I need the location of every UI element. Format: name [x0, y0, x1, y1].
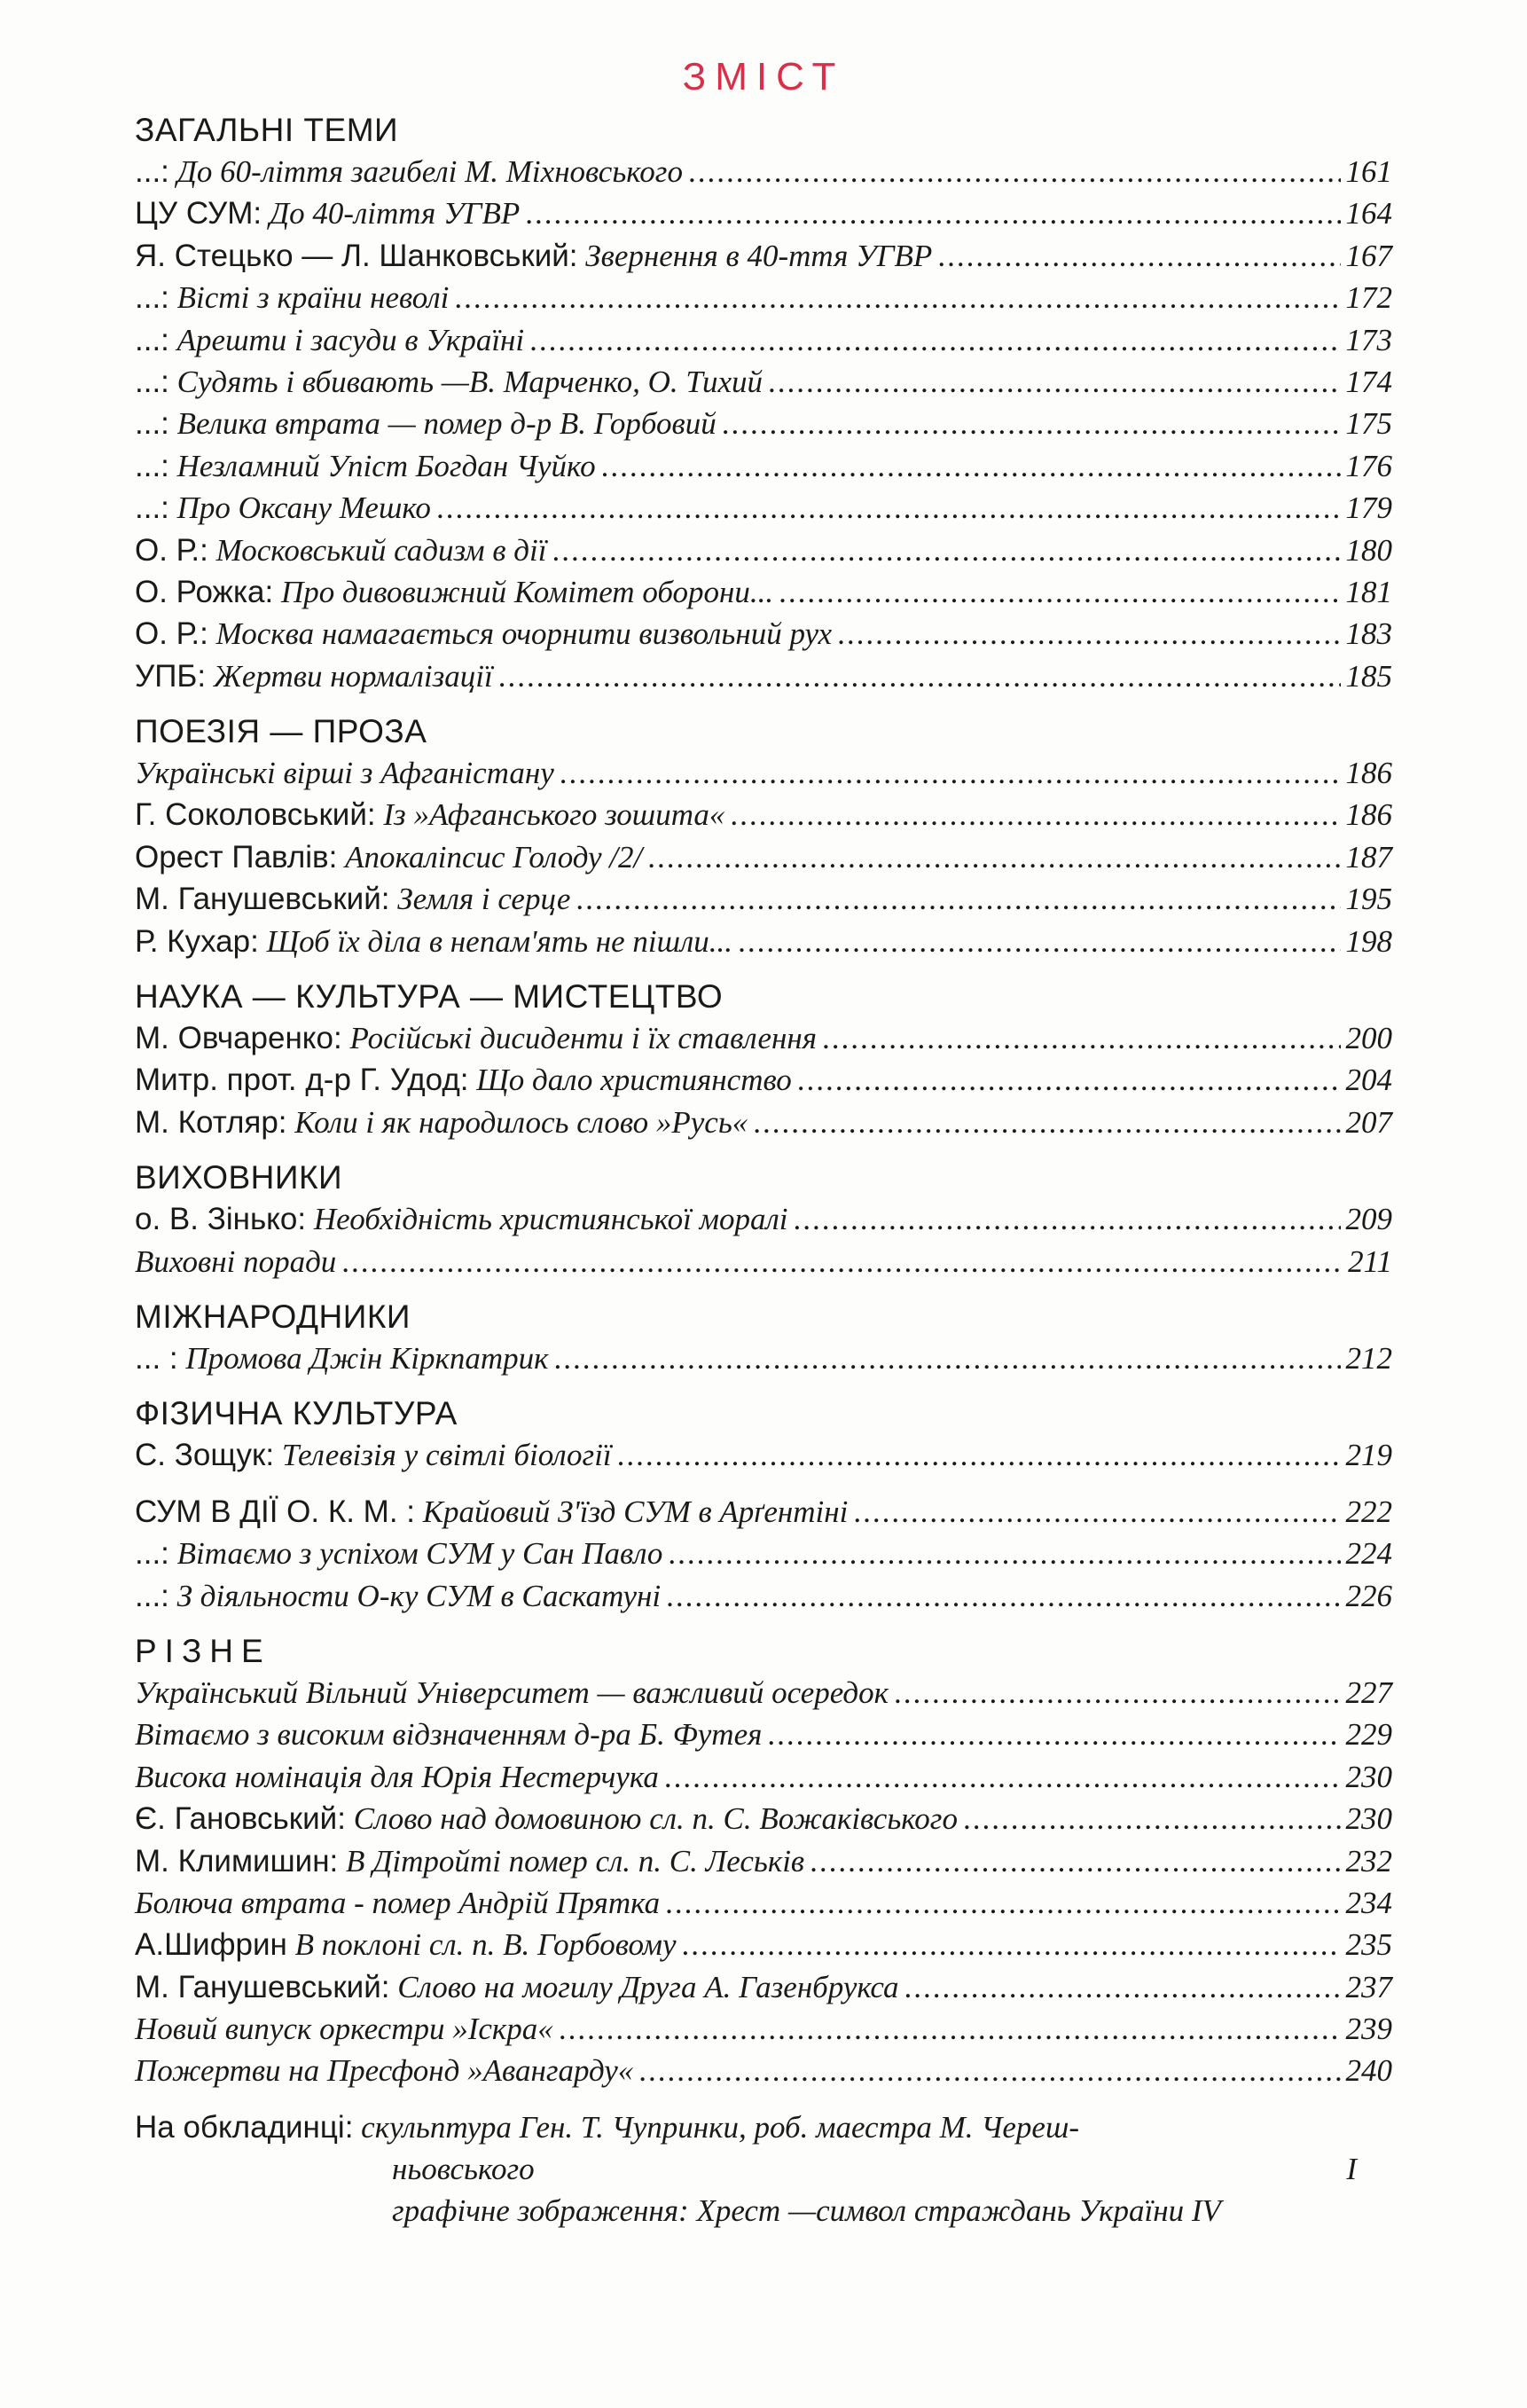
- entry-title: Вітаємо з високим відзначенням д-ра Б. Футея: [135, 1717, 763, 1753]
- entry-author: Г. Соколовський:: [135, 797, 376, 833]
- toc-entry: [135, 752, 1392, 794]
- entry-author: О. Рожка:: [135, 574, 274, 609]
- toc-section: [135, 711, 1392, 962]
- entry-page-number: 230: [1345, 1801, 1392, 1837]
- entry-page-number: 174: [1345, 364, 1392, 399]
- entry-page-number: 195: [1345, 882, 1392, 917]
- dot-leader: [767, 1714, 1340, 1755]
- toc-entry: [135, 445, 1392, 487]
- toc-entry: [135, 1059, 1392, 1101]
- entry-title: Арешти і засуди в Україні: [176, 322, 525, 357]
- dot-leader: [436, 487, 1341, 529]
- entry-author: О. Р.:: [135, 616, 208, 652]
- page-title: ЗМІСТ: [682, 55, 845, 98]
- entry-page-number: 180: [1345, 532, 1392, 568]
- dot-leader: [963, 1798, 1341, 1839]
- toc-entry: [135, 794, 1392, 835]
- toc-entry: [135, 1798, 1392, 1839]
- entry-title: Болюча втрата - помер Андрій Прятка: [135, 1885, 661, 1920]
- toc-entry: [135, 1102, 1392, 1143]
- entry-title: Необхідність християнської моралі: [313, 1202, 788, 1237]
- cover-page-2: IV: [1191, 2192, 1221, 2228]
- dot-leader: [688, 151, 1341, 192]
- dot-leader: [454, 277, 1340, 318]
- dot-leader: [665, 1882, 1340, 1924]
- entry-author: Митр. прот. д-р Г. Удод:: [135, 1063, 469, 1098]
- entry-page-number: 212: [1345, 1340, 1392, 1376]
- cover-note: [135, 2106, 1392, 2232]
- toc-section: [135, 1393, 1392, 1476]
- entry-author: ... :: [135, 1340, 178, 1376]
- section-heading: ФІЗИЧНА КУЛЬТУРА: [135, 1395, 458, 1432]
- entry-title: В Дітройті помер сл. п. С. Леськів: [346, 1843, 805, 1879]
- dot-leader: [753, 1102, 1340, 1143]
- section-heading: НАУКА — КУЛЬТУРА — МИСТЕЦТВО: [135, 978, 724, 1016]
- dot-leader: [722, 403, 1341, 444]
- entry-author: ...:: [135, 364, 169, 399]
- dot-leader: [525, 192, 1340, 234]
- section-heading: ПОЕЗІЯ — ПРОЗА: [135, 713, 427, 750]
- section-heading: МІЖНАРОДНИКИ: [135, 1298, 411, 1335]
- entry-title: Пожертви на Пресфонд »Авангарду«: [135, 2053, 634, 2089]
- toc-entry: [135, 151, 1392, 192]
- toc-entry: [135, 235, 1392, 277]
- entry-page-number: 227: [1345, 1675, 1392, 1710]
- entry-author: М. Овчаренко:: [135, 1021, 342, 1056]
- toc-entry: [135, 1491, 1392, 1533]
- dot-leader: [937, 235, 1340, 277]
- toc-entry: [135, 1840, 1392, 1882]
- entry-title: Слово на могилу Друга А. Газенбрукса: [397, 1969, 899, 2004]
- dot-leader: [529, 319, 1340, 361]
- toc-entry: [135, 1714, 1392, 1755]
- entry-page-number: 230: [1345, 1759, 1392, 1794]
- entry-title: Москва намагається очорнити визвольний рух: [215, 616, 833, 652]
- toc-entry: [135, 2050, 1392, 2091]
- dot-leader: [647, 836, 1340, 878]
- entry-page-number: 198: [1345, 923, 1392, 959]
- entry-author: М. Ганушевський:: [135, 1969, 390, 2004]
- cover-page-1: I: [1346, 2151, 1357, 2186]
- cover-line-2: ньовського: [392, 2151, 535, 2186]
- toc-section: [135, 977, 1392, 1143]
- toc-section: [135, 1631, 1392, 2092]
- entry-title: Російські дисиденти і їх ставлення: [349, 1021, 818, 1056]
- entry-title: Звернення в 40-ття УГВР: [585, 238, 933, 273]
- entry-title: До 40-ліття УГВР: [269, 196, 521, 231]
- entry-author: О. Р.:: [135, 532, 208, 568]
- entry-page-number: 207: [1345, 1104, 1392, 1140]
- entry-page-number: 240: [1345, 2053, 1392, 2089]
- entry-title: Апокаліпсис Голоду /2/: [345, 839, 643, 875]
- entry-page-number: 186: [1345, 797, 1392, 833]
- toc-entry: [135, 878, 1392, 920]
- entry-author: ...:: [135, 154, 169, 189]
- entry-author: М. Климишин:: [135, 1843, 339, 1879]
- entry-page-number: 222: [1345, 1494, 1392, 1529]
- toc-entry: [135, 1672, 1392, 1714]
- entry-page-number: 183: [1345, 616, 1392, 652]
- entry-author: ...:: [135, 406, 169, 442]
- dot-leader: [904, 1966, 1341, 2008]
- entry-page-number: 186: [1345, 756, 1392, 791]
- entry-title: Крайовий З'їзд СУМ в Арґентіні: [422, 1494, 849, 1529]
- entry-title: Висока номінація для Юрія Нестерчука: [135, 1759, 659, 1794]
- entry-page-number: 226: [1345, 1578, 1392, 1613]
- toc-section: [135, 1297, 1392, 1379]
- entry-page-number: 164: [1345, 196, 1392, 231]
- entry-title: Телевізія у світлі біології: [281, 1438, 612, 1473]
- dot-leader: [601, 445, 1341, 487]
- toc-entry: [135, 1241, 1392, 1282]
- entry-author: ...:: [135, 322, 169, 357]
- dot-leader: [793, 1198, 1340, 1240]
- toc-entry: [135, 403, 1392, 444]
- entry-title: До 60-ліття загибелі М. Міхновського: [176, 154, 683, 189]
- entry-title: Що дало християнство: [476, 1063, 792, 1098]
- toc-entry: [135, 361, 1392, 403]
- entry-title: Виховні поради: [135, 1243, 337, 1279]
- toc-entry: [135, 319, 1392, 361]
- entry-page-number: 175: [1345, 406, 1392, 442]
- entry-title: Новий випуск оркестри »Іскра«: [135, 2012, 553, 2047]
- toc-section: [135, 1491, 1392, 1617]
- dot-leader: [822, 1017, 1340, 1059]
- entry-title: Судять і вбивають —В. Марченко, О. Тихий: [176, 364, 764, 399]
- toc-section: [135, 110, 1392, 697]
- toc-entry: [135, 1966, 1392, 2008]
- dot-leader: [576, 878, 1340, 920]
- entry-page-number: 234: [1345, 1885, 1392, 1920]
- entry-title: Незламний Упіст Богдан Чуйко: [176, 448, 596, 483]
- entry-title: Український Вільний Університет — важливий осередок: [135, 1675, 889, 1710]
- entry-title: Земля і серце: [397, 882, 571, 917]
- entry-title: Вітаємо з успіхом СУМ у Сан Павло: [176, 1536, 663, 1572]
- dot-leader: [559, 2008, 1341, 2050]
- entry-author: ...:: [135, 490, 169, 526]
- toc-entry: [135, 655, 1392, 697]
- entry-page-number: 224: [1345, 1536, 1392, 1572]
- section-heading: РІЗНЕ: [135, 1632, 271, 1669]
- dot-leader: [837, 613, 1340, 655]
- dot-leader: [738, 921, 1340, 962]
- toc-entry: [135, 1756, 1392, 1798]
- dot-leader: [341, 1241, 1343, 1282]
- entry-page-number: 209: [1345, 1202, 1392, 1237]
- entry-title: Велика втрата — помер д-р В. Горбовий: [176, 406, 717, 442]
- toc-entry: [135, 1533, 1392, 1574]
- dot-leader: [554, 1337, 1341, 1379]
- cover-line-1: скульптура Ген. Т. Чупринки, роб. маестра М. Череш-: [361, 2109, 1080, 2145]
- dot-leader: [768, 361, 1340, 403]
- toc-entry: [135, 836, 1392, 878]
- entry-author: ...:: [135, 280, 169, 316]
- dot-leader: [638, 2050, 1340, 2091]
- entry-author: М. Котляр:: [135, 1104, 287, 1140]
- toc-entry: [135, 1337, 1392, 1379]
- entry-title: Жертви нормалізації: [213, 658, 493, 694]
- entry-title: З діяльности О-ку СУМ в Саскатуні: [176, 1578, 662, 1613]
- entry-page-number: 229: [1345, 1717, 1392, 1753]
- entry-title: Вісті з країни неволі: [176, 280, 450, 316]
- entry-author: С. Зощук:: [135, 1438, 275, 1473]
- entry-page-number: 204: [1345, 1063, 1392, 1098]
- entry-page-number: 237: [1345, 1969, 1392, 2004]
- toc-entry: [135, 1882, 1392, 1924]
- entry-title: Щоб їх діла в непам'ять не пішли...: [266, 923, 733, 959]
- table-of-contents: [135, 110, 1392, 2232]
- toc-entry: [135, 529, 1392, 571]
- entry-title: Про дивовижний Комітет оборони...: [281, 574, 774, 609]
- entry-author: о. В. Зінько:: [135, 1202, 307, 1237]
- entry-author: Є. Гановський:: [135, 1801, 346, 1837]
- entry-title: Промова Джін Кіркпатрик: [185, 1340, 549, 1376]
- entry-page-number: 167: [1345, 238, 1392, 273]
- toc-entry: [135, 1017, 1392, 1059]
- toc-entry: [135, 1575, 1392, 1617]
- entry-title: Коли і як народилось слово »Русь«: [294, 1104, 748, 1140]
- dot-leader: [797, 1059, 1341, 1101]
- entry-author: ЦУ СУМ:: [135, 196, 262, 231]
- entry-page-number: 161: [1345, 154, 1392, 189]
- entry-title: Слово над домовиною сл. п. С. Вожаківського: [353, 1801, 958, 1837]
- section-heading: ВИХОВНИКИ: [135, 1159, 343, 1196]
- toc-entry: [135, 1198, 1392, 1240]
- entry-author: Орест Павлів:: [135, 839, 338, 875]
- toc-entry: [135, 1434, 1392, 1476]
- entry-author: УПБ:: [135, 658, 207, 694]
- toc-entry: [135, 921, 1392, 962]
- entry-title: Українські вірші з Афганістану: [135, 756, 554, 791]
- toc-entry: [135, 277, 1392, 318]
- entry-author: Я. Стецько — Л. Шанковський:: [135, 238, 578, 273]
- entry-page-number: 187: [1345, 839, 1392, 875]
- dot-leader: [664, 1756, 1341, 1798]
- entry-author: СУМ В ДІЇ О. К. М. :: [135, 1494, 416, 1529]
- dot-leader: [498, 655, 1341, 697]
- entry-page-number: 200: [1345, 1021, 1392, 1056]
- entry-page-number: 176: [1345, 448, 1392, 483]
- dot-leader: [617, 1434, 1341, 1476]
- entry-page-number: 172: [1345, 280, 1392, 316]
- entry-title: Із »Афганського зошита«: [383, 797, 725, 833]
- entry-page-number: 235: [1345, 1927, 1392, 1963]
- dot-leader: [853, 1491, 1340, 1533]
- dot-leader: [682, 1924, 1341, 1965]
- entry-page-number: 179: [1345, 490, 1392, 526]
- entry-page-number: 239: [1345, 2012, 1392, 2047]
- entry-page-number: 232: [1345, 1843, 1392, 1879]
- dot-leader: [810, 1840, 1340, 1882]
- section-heading: ЗАГАЛЬНІ ТЕМИ: [135, 112, 399, 148]
- entry-page-number: 181: [1345, 574, 1392, 609]
- dot-leader: [730, 794, 1340, 835]
- cover-label: На обкладинці:: [135, 2109, 354, 2145]
- toc-entry: [135, 571, 1392, 613]
- entry-page-number: 173: [1345, 322, 1392, 357]
- toc-entry: [135, 1924, 1392, 1965]
- dot-leader: [552, 529, 1340, 571]
- toc-entry: [135, 487, 1392, 529]
- entry-page-number: 185: [1345, 658, 1392, 694]
- dot-leader: [668, 1533, 1340, 1574]
- entry-author: М. Ганушевський:: [135, 882, 390, 917]
- dot-leader: [894, 1672, 1341, 1714]
- entry-author: А.Шифрин: [135, 1927, 287, 1963]
- dot-leader: [779, 571, 1340, 613]
- toc-entry: [135, 192, 1392, 234]
- entry-title: Про Оксану Мешко: [176, 490, 431, 526]
- entry-title: В поклоні сл. п. В. Горбовому: [294, 1927, 677, 1963]
- entry-page-number: 219: [1345, 1438, 1392, 1473]
- cover-line-3: графічне зображення: Хрест —символ страждань України: [392, 2192, 1185, 2228]
- entry-author: ...:: [135, 448, 169, 483]
- dot-leader: [560, 752, 1341, 794]
- toc-section: [135, 1157, 1392, 1282]
- entry-author: ...:: [135, 1536, 169, 1572]
- entry-title: Московський садизм в дії: [215, 532, 547, 568]
- toc-entry: [135, 613, 1392, 655]
- entry-author: Р. Кухар:: [135, 923, 259, 959]
- toc-entry: [135, 2008, 1392, 2050]
- entry-page-number: 211: [1348, 1243, 1392, 1279]
- entry-author: ...:: [135, 1578, 169, 1613]
- dot-leader: [666, 1575, 1340, 1617]
